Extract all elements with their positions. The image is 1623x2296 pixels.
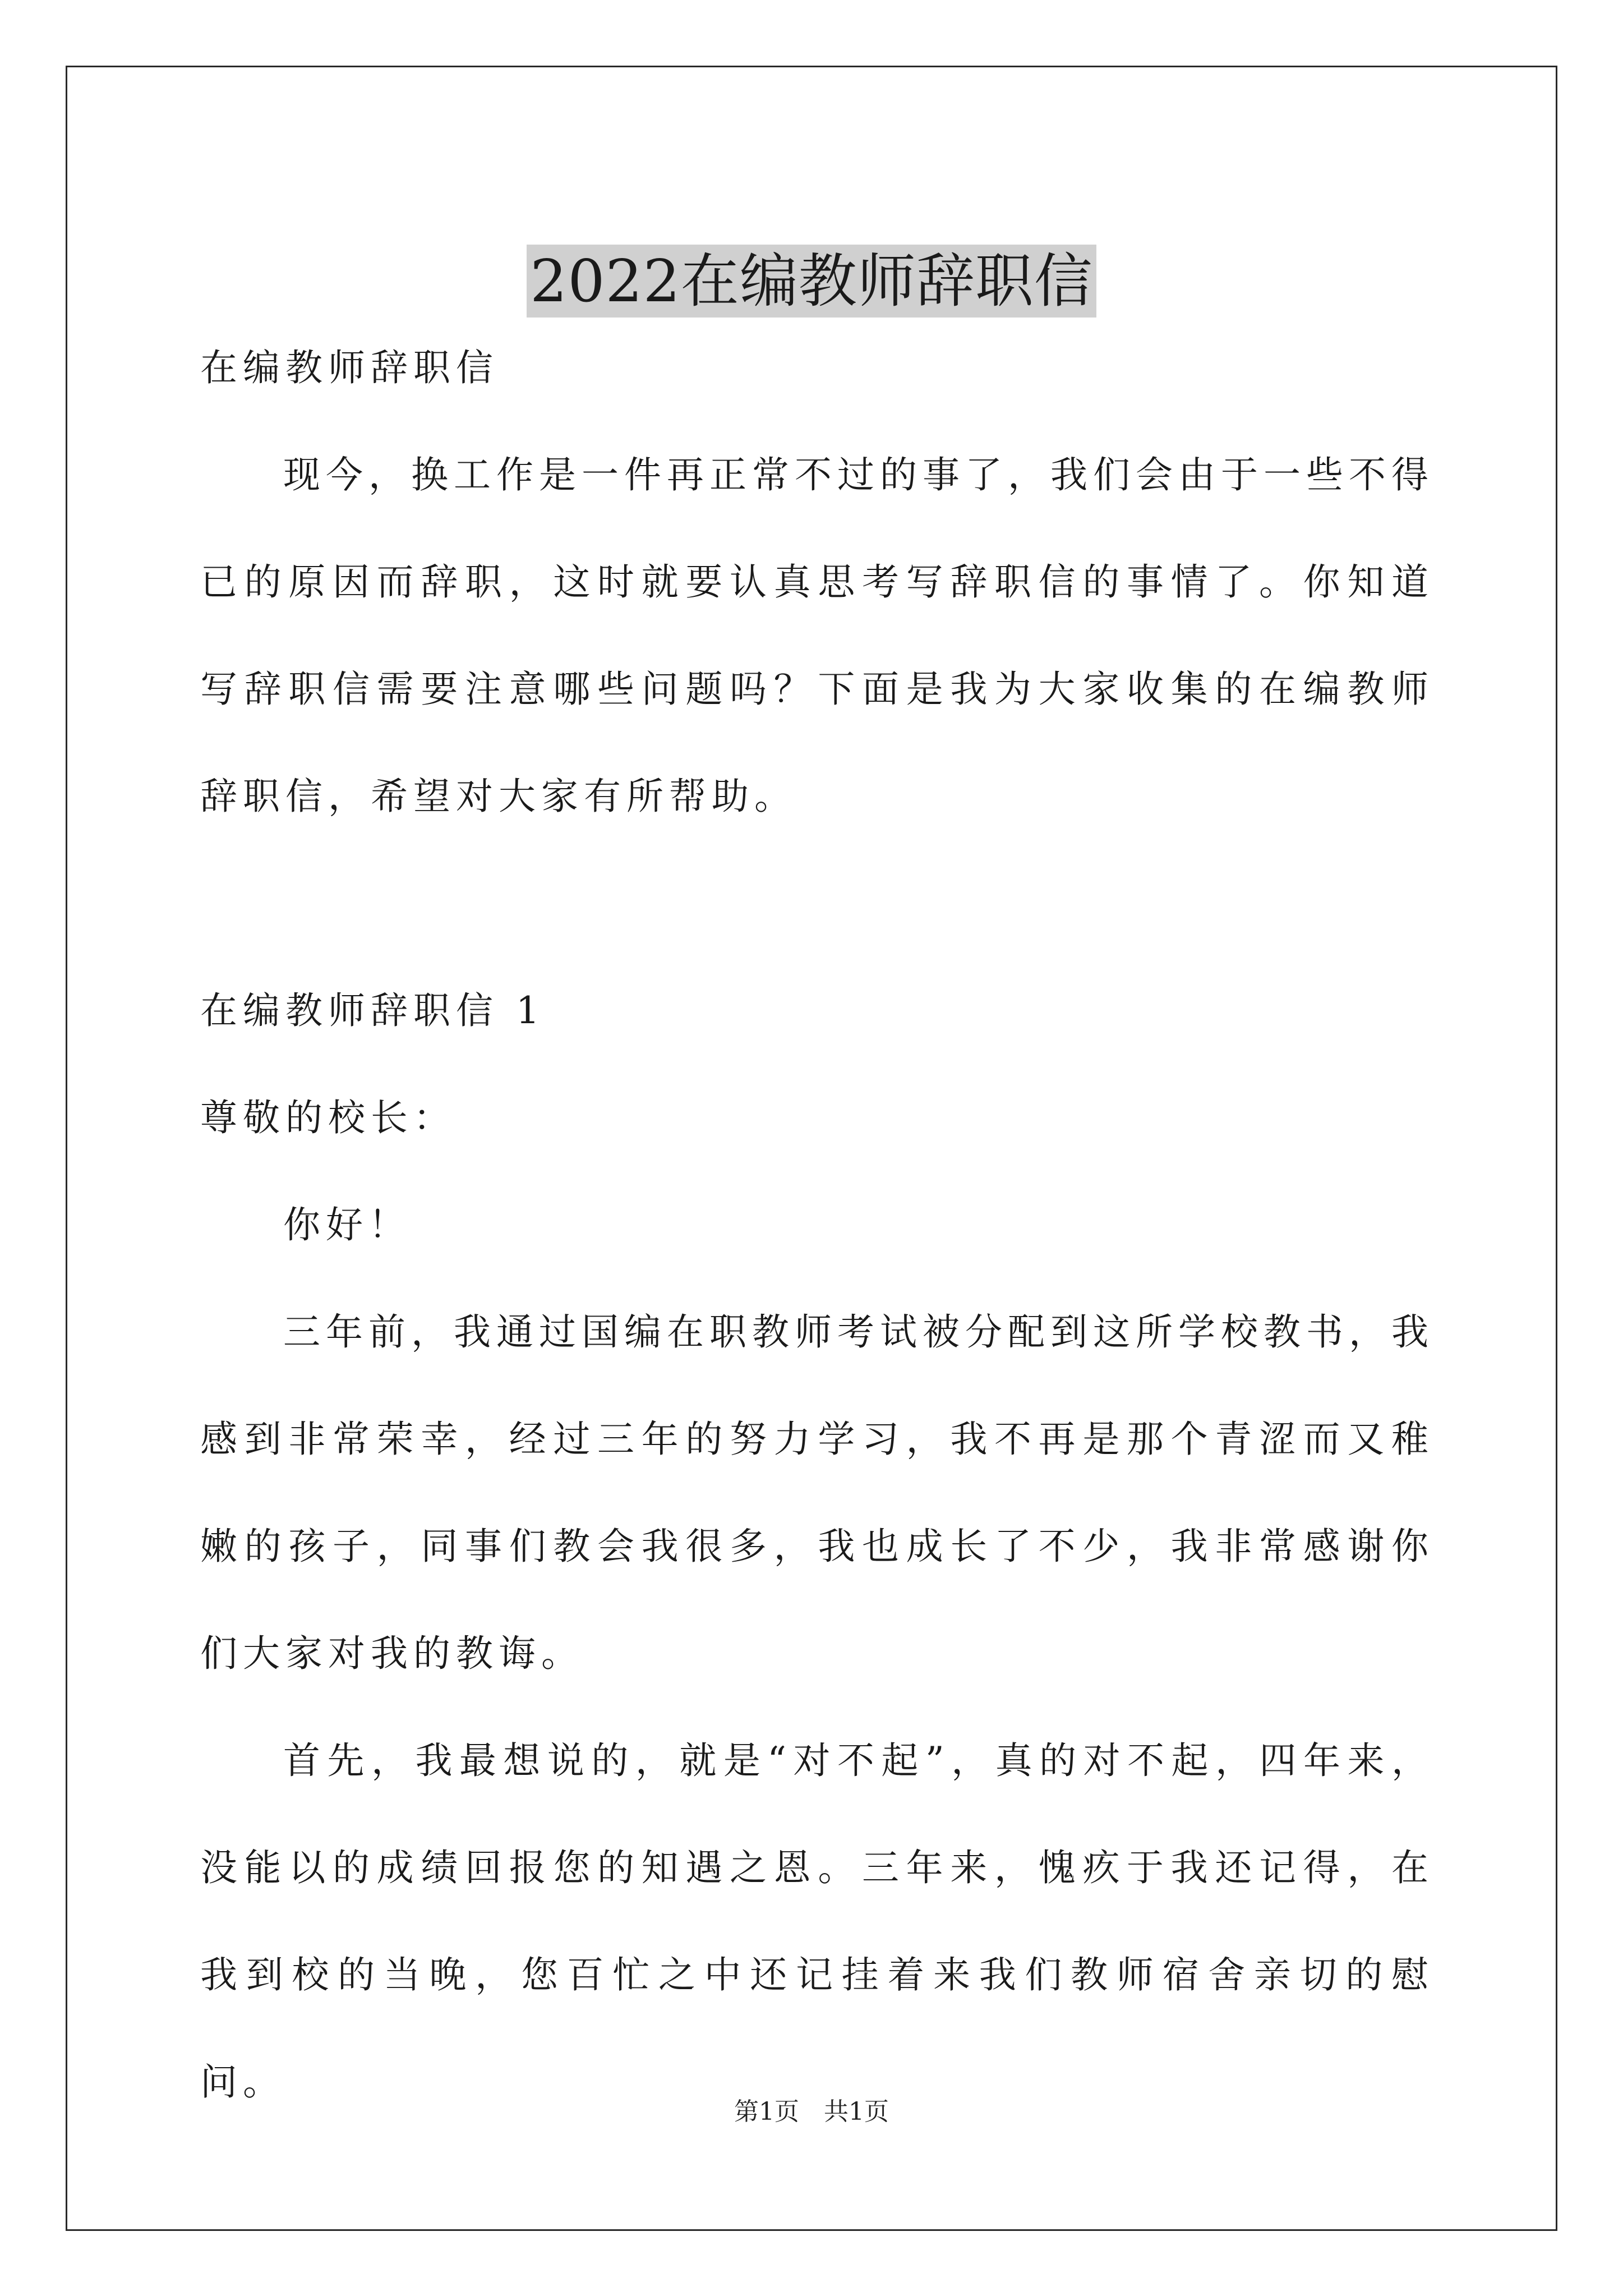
body-paragraph: 首先，我最想说的，就是“对不起”，真的对不起，四年来，没能以的成绩回报您的知遇之恩。三年来，愧疚于我还记得，在我到校的当晚，您百忙之中还记挂着来我们教师宿舍亲切的慰问。 — [200, 1739, 1434, 2104]
greeting: 你好！ — [283, 1203, 411, 1246]
page-footer: 第1页 共1页 — [734, 2097, 889, 2126]
body-paragraph: 三年前，我通过国编在职教师考试被分配到这所学校教书，我感到非常荣幸，经过三年的努力学习，我不再是那个青涩而又稚嫩的孩子，同事们教会我很多，我也成长了不少，我非常感谢你们大家对我的教诲。 — [200, 1310, 1434, 1675]
document-title: 2022在编教师辞职信 — [527, 245, 1096, 318]
salutation: 尊敬的校长： — [200, 1096, 456, 1139]
document-body — [200, 314, 1434, 2136]
section-spacer — [200, 850, 1434, 957]
intro-paragraph: 现今，换工作是一件再正常不过的事了，我们会由于一些不得已的原因而辞职，这时就要认真思考写辞职信的事情了。你知道写辞职信需要注意哪些问题吗？下面是我为大家收集的在编教师辞职信，希望对大家有所帮助。 — [200, 453, 1434, 818]
document-subtitle: 在编教师辞职信 — [200, 346, 499, 389]
section-heading: 在编教师辞职信 1 — [200, 989, 545, 1032]
